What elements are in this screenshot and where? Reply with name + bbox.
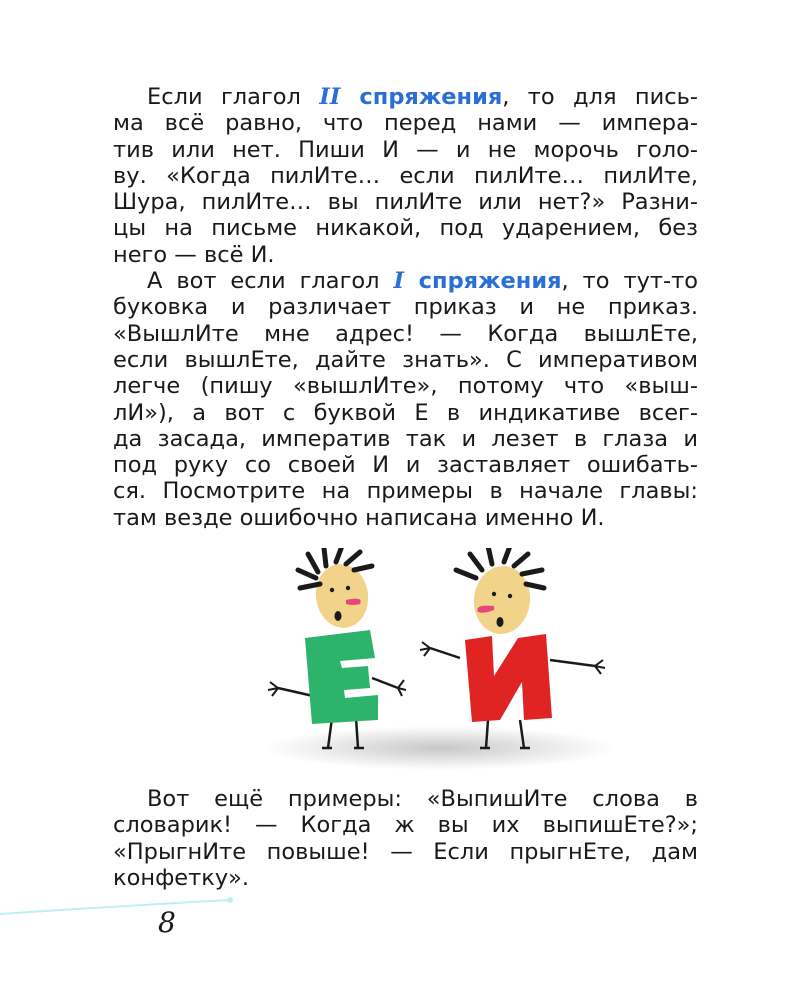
text-line: него — всё И. [113, 241, 275, 268]
page-number: 8 [158, 906, 176, 939]
text-line: лИ»), а вот с буквой Е в индикативе всег- [113, 399, 698, 426]
text-line: ся. Посмотрите на примеры в начале главы: [113, 478, 698, 505]
text-line: «ВышлИте мне адрес! — Когда вышлЕте, [113, 320, 698, 347]
text-line: цы на письме никакой, под ударением, без [113, 215, 698, 242]
text-line: да засада, императив так и лезет в глаза и [113, 425, 698, 452]
text-line: буковка и различает приказ и не приказ. [113, 294, 698, 321]
page-decoration-line [0, 890, 240, 920]
text-line: Вот ещё примеры: «ВыпишИте слова в [147, 786, 698, 812]
highlight-term: II спряжения [319, 84, 503, 110]
text-line: Шура, пилИте… вы пилИте или нет?» Разни- [113, 189, 698, 216]
text-line: там везде ошибочно написана именно И. [113, 504, 605, 531]
letter-e-character [268, 548, 406, 748]
text-line: тив или нет. Пиши И — и не морочь голо- [113, 136, 698, 163]
ground-shadow [265, 726, 615, 770]
text-line: А вот если глагол I спряжения, то тут-то [147, 268, 698, 295]
highlight-term: I спряжения [393, 268, 562, 295]
text-line: словарик! — Когда ж вы их выпишЕте?»; [113, 812, 698, 839]
letter-i-character [420, 548, 605, 748]
body-text-bottom [113, 786, 698, 891]
text-line: ву. «Когда пилИте… если пилИте… пилИте, [113, 162, 698, 189]
text-line: «ПрыгнИте повыше! — Если прыгнЕте, дам [113, 838, 698, 865]
text-line: Если глагол II спряжения, то для пись- [147, 84, 698, 110]
text-line: ма всё равно, что перед нами — импера- [113, 110, 698, 137]
letters-illustration [250, 548, 620, 780]
body-text-top [113, 84, 698, 531]
text-line: под руку со своей И и заставляет ошибать- [113, 452, 698, 479]
text-line: конфетку». [113, 864, 250, 891]
text-line: легче (пишу «вышлИте», потому что «выш- [113, 373, 698, 400]
text-line: если вышлЕте, дайте знать». С императивом [113, 346, 698, 373]
